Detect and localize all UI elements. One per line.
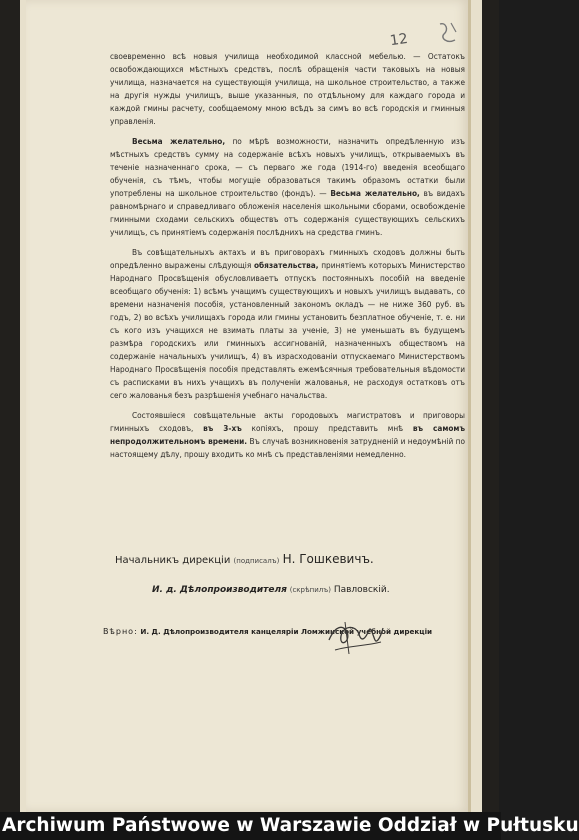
clerk-title: И. д. Дѣлопроизводителя: [152, 585, 287, 595]
archive-mark-icon: [437, 20, 461, 50]
certification-text: И. Д. Дѣлопроизводителя канцеляріи Ломжинской учебной дирекціи: [140, 627, 433, 636]
paragraph-text: въ видахъ равномѣрнаго и справедливаго обложенія населенія школьными сборами, освобожденіе гминными сходами сельскихъ обществъ отъ содержанія существующихъ сельскихъ училищъ, съ принятіемъ содержанія послѣднихъ на средства гминъ.: [110, 188, 465, 237]
clerk-name: Павловскій.: [333, 585, 390, 595]
emphasis-text: Весьма желательно,: [330, 188, 420, 198]
paragraph-text: Состоявшіеся совѣщательные акты городовыхъ магистратовъ и приговоры гминныхъ сходовъ,: [110, 410, 465, 433]
clerk-note: (скрѣпилъ): [289, 586, 331, 594]
paragraph-1: [110, 50, 465, 128]
paragraph-text: по мѣрѣ возможности, назначить опредѣленную изъ мѣстныхъ средствъ сумму на содержаніе всѣхъ новыхъ училищъ, открываемыхъ въ теченіе назначеннаго срока, — съ перваго же года (1914-го) введенія всеобщаго обученія, съ тѣмъ, чтобы могущіе образоваться такимъ образомъ остатки были употреблены на школьное строительство (фондъ). —: [110, 136, 466, 198]
emphasis-text: въ 3-хъ: [203, 423, 242, 433]
signatory-note: (подписалъ): [233, 557, 280, 565]
page-edge: [468, 0, 471, 812]
clerk-signature-line: [152, 585, 390, 595]
page-number: 12: [388, 30, 409, 50]
paragraph-text: Въ совѣщательныхъ актахъ и въ приговорахъ гминныхъ сходовъ должны быть опредѣленно выражены слѣдующія: [110, 247, 465, 270]
emphasis-text: въ самомъ непродолжительномъ времени.: [110, 423, 465, 446]
certification-label: Вѣрно:: [103, 627, 138, 636]
paragraph-2: [110, 135, 465, 239]
archive-footer-banner: Archiwum Państwowe w Warszawie Oddział w Pułtusku: [0, 812, 501, 840]
paragraph-text: своевременно всѣ новыя училища необходимой классной мебелью. — Остатокъ освобождающихся мѣстныхъ средствъ, послѣ обращенія части таковыхъ на новыя училища, назначается на существующія училища, на школьное строительство, а также на другія нужды училищъ, выше указанныя, по отдѣльному для каждаго города и каждой гмины расчету, сообщаемому мною всѣдъ за симъ во всѣ городскія и гминныя управленія.: [110, 51, 465, 126]
emphasis-text: Весьма желательно,: [132, 136, 226, 146]
handwritten-signature: [325, 618, 387, 658]
paragraph-text: копіяхъ, прошу представить мнѣ: [241, 423, 413, 433]
letter-body: [110, 50, 465, 461]
paragraph-text: Въ случаѣ возникновенія затрудненій и недоумѣній по настоящему дѣлу, прошу входить ко мнѣ съ представленіями немедленно.: [110, 436, 465, 459]
director-signature-line: [115, 552, 374, 566]
emphasis-text: обязательства,: [253, 260, 319, 270]
paragraph-4: [110, 409, 465, 461]
paragraph-text: принятіемъ которыхъ Министерство Народнаго Просвѣщенія обусловливаетъ отпускъ постоянныхъ пособій на введеніе всеобщаго обученія: 1) всѣмъ учащимъ существующихъ и новыхъ училищъ выдавать, со времени назначенія пособія, установленный закономъ окладъ — не ниже 360 руб. въ годъ, 2) во всѣхъ училищахъ города или гмины установить безплатное обученіе, т. е. ни съ кого изъ учащихся не взимать платы за ученіе, 3) не уменьшать въ будущемъ размѣра городскихъ или гминныхъ ассигнованій, назначенныхъ обществомъ на содержаніе начальныхъ училищъ, 4) въ израсходованіи отпускаемаго Министерствомъ Народнаго Просвѣщенія пособія представлять ежемѣсячныя требовательныя вѣдомости съ расписками въ нихъ учащихъ въ полученіи жалованья, не расходуя остатковъ отъ сего жалованья безъ разрѣшенія учебнаго начальства.: [110, 260, 466, 400]
signatory-name: Н. Гошкевичъ.: [282, 552, 374, 566]
paragraph-3: [110, 246, 465, 402]
signatory-title: Начальникъ дирекціи: [115, 555, 231, 566]
